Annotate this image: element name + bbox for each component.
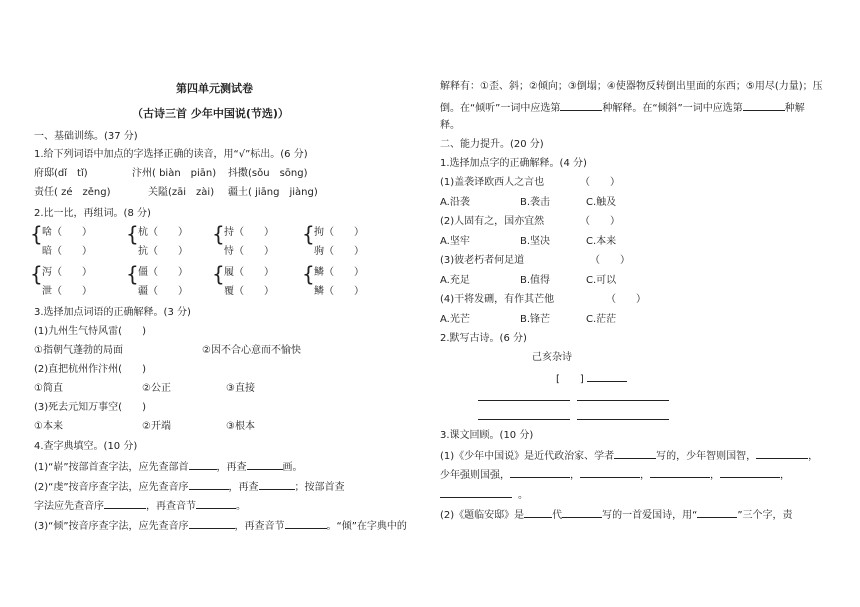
p3-1-line-cont bbox=[440, 467, 790, 482]
answer-blank[interactable] bbox=[580, 467, 640, 478]
compare-word: 暗（ ） bbox=[42, 246, 92, 257]
q3-2-option: ②公正 bbox=[142, 383, 171, 394]
p1-1-option: B.袭击 bbox=[520, 197, 551, 208]
compare-word: 杭（ ） bbox=[138, 227, 188, 238]
q3-2-option: ③直接 bbox=[226, 383, 255, 394]
answer-blank[interactable] bbox=[562, 507, 602, 518]
p1-prompt: 1.选择加点字的正确解释。(4 分) bbox=[440, 158, 587, 169]
compare-word: 鳞（ ） bbox=[314, 267, 364, 278]
answer-blank[interactable] bbox=[189, 518, 235, 529]
answer-blank[interactable] bbox=[577, 390, 669, 401]
compare-word: 持（ ） bbox=[224, 227, 274, 238]
q1-item-3: 抖擞(sǒu sōng) bbox=[228, 168, 308, 179]
p1-3-question: (3)彼老朽者何足道 bbox=[440, 255, 525, 266]
p3-2-text: 写的一首爱国诗，用“ bbox=[602, 510, 698, 521]
p1-3-option: B.值得 bbox=[520, 275, 551, 286]
p1-1-option: C.触及 bbox=[586, 197, 617, 208]
r-text: 种解 bbox=[784, 103, 805, 114]
q3-2-option: ①简直 bbox=[34, 383, 63, 394]
answer-blank[interactable] bbox=[440, 487, 512, 498]
answer-blank[interactable] bbox=[697, 507, 737, 518]
answer-blank[interactable] bbox=[478, 390, 570, 401]
q2-prompt: 2.比一比，再组词。(8 分) bbox=[34, 208, 151, 219]
q1-prompt: 1.给下列词语中加点的字选择正确的读音，用“√”标出。(6 分) bbox=[34, 149, 308, 160]
q4-prompt: 4.查字典填空。(10 分) bbox=[34, 441, 138, 452]
compare-word: 泻（ ） bbox=[42, 267, 92, 278]
compare-word: 僵（ ） bbox=[138, 267, 188, 278]
q4-3-line bbox=[34, 518, 407, 533]
q3-1-question: (1)九州生气恃风雷( ) bbox=[34, 326, 146, 337]
p1-2-option: B.坚决 bbox=[520, 236, 551, 247]
poem-author-bracket: [ ] bbox=[556, 374, 584, 385]
q4-1-text: (1)“崭”按部首查字法，应先查部首 bbox=[34, 462, 189, 473]
q4-3-text: ，再查音节 bbox=[234, 521, 285, 532]
answer-blank[interactable] bbox=[285, 518, 327, 529]
answer-blank[interactable] bbox=[196, 498, 236, 509]
compare-word: 鳞（ ） bbox=[314, 286, 364, 297]
p1-2-option: C.本来 bbox=[586, 236, 617, 247]
r-text-line: 释。 bbox=[440, 120, 460, 131]
p3-1-text: ， bbox=[780, 470, 790, 481]
answer-blank[interactable] bbox=[510, 467, 570, 478]
answer-blank[interactable] bbox=[104, 498, 146, 509]
compare-word: 恃（ ） bbox=[224, 246, 274, 257]
answer-blank[interactable] bbox=[756, 448, 808, 459]
p1-4-option: A.光芒 bbox=[440, 314, 470, 325]
p3-1-text: ， bbox=[570, 470, 580, 481]
p3-1-text: 写的，少年智则国智， bbox=[656, 451, 757, 462]
answer-blank[interactable] bbox=[650, 467, 710, 478]
p1-4-question: (4)干将发硎，有作其芒他 bbox=[440, 294, 555, 305]
p3-1-text: ， bbox=[640, 470, 650, 481]
r-text: 种解释。在“倾斜”一词中应选第 bbox=[602, 103, 743, 114]
answer-blank[interactable] bbox=[259, 479, 295, 490]
p3-prompt: 3.课文回顾。(10 分) bbox=[440, 430, 534, 441]
answer-paren[interactable]: （ ） bbox=[580, 216, 620, 227]
q3-2-question: (2)直把杭州作汴州( ) bbox=[34, 364, 146, 375]
answer-blank[interactable] bbox=[587, 371, 627, 382]
page-subtitle: （古诗三首 少年中国说(节选)） bbox=[132, 107, 289, 120]
q3-3-option: ③根本 bbox=[226, 421, 255, 432]
p3-2-text: (2)《题临安邸》是 bbox=[440, 510, 525, 521]
p1-2-question: (2)人固有之，国亦宜然 bbox=[440, 216, 545, 227]
compare-word: 履（ ） bbox=[224, 267, 274, 278]
q4-3-text: (3)“倾”按音序查字法，应先查音序 bbox=[34, 521, 189, 532]
r-text-line bbox=[440, 100, 805, 115]
q4-2-text: ，再查音节 bbox=[146, 501, 196, 512]
compare-word: 啥（ ） bbox=[42, 227, 92, 238]
answer-paren[interactable]: （ ） bbox=[580, 177, 620, 188]
compare-word: 驹（ ） bbox=[314, 246, 364, 257]
q1-item-2: 汴州( biàn piān) bbox=[132, 168, 217, 179]
q1-item-4: 责任( zé zěng) bbox=[34, 187, 111, 198]
q4-2-text: 字法应先查音序 bbox=[34, 501, 104, 512]
compare-word: 拘（ ） bbox=[314, 227, 364, 238]
q3-1-option: ②因不合心意而不愉快 bbox=[202, 345, 301, 356]
q4-2-text: ；按部首查 bbox=[294, 482, 345, 493]
p3-1-text: 。 bbox=[518, 490, 528, 501]
answer-blank[interactable] bbox=[247, 459, 283, 470]
r-text: 倒。在“倾听”一词中应选第 bbox=[440, 103, 561, 114]
answer-blank[interactable] bbox=[720, 467, 780, 478]
q4-1-line bbox=[34, 459, 303, 474]
p3-1-text: ， bbox=[710, 470, 720, 481]
p3-1-line-cont2 bbox=[440, 487, 528, 502]
p2-prompt: 2.默写古诗。(6 分) bbox=[440, 333, 527, 344]
poem-author-line bbox=[556, 371, 627, 386]
section-1-heading: 一、基础训练。(37 分) bbox=[34, 131, 138, 142]
answer-paren[interactable]: （ ） bbox=[590, 255, 630, 266]
r-text-line: 解释有：①歪、斜；②倾向；③倒塌；④使器物反转倒出里面的东西；⑤用尽(力量)；压 bbox=[440, 81, 823, 92]
p3-1-line bbox=[440, 448, 818, 463]
answer-blank[interactable] bbox=[478, 409, 570, 420]
compare-word: 泄（ ） bbox=[42, 286, 92, 297]
answer-blank[interactable] bbox=[524, 507, 552, 518]
p1-4-option: C.茫茫 bbox=[586, 314, 617, 325]
section-2-heading: 二、能力提升。(20 分) bbox=[440, 139, 544, 150]
q4-1-text: 画。 bbox=[282, 462, 303, 473]
poem-line bbox=[478, 390, 669, 405]
p3-2-text: ”三个字，责 bbox=[737, 510, 793, 521]
p1-2-option: A.坚牢 bbox=[440, 236, 470, 247]
p3-1-text: (1)《少年中国说》是近代政治家、学者 bbox=[440, 451, 615, 462]
p1-1-option: A.沿袭 bbox=[440, 197, 470, 208]
p1-3-option: C.可以 bbox=[586, 275, 617, 286]
poem-title: 己亥杂诗 bbox=[532, 352, 572, 363]
q4-2-text: ，再查 bbox=[228, 482, 259, 493]
answer-blank[interactable] bbox=[743, 100, 785, 111]
poem-line bbox=[478, 409, 669, 424]
p1-3-option: A.充足 bbox=[440, 275, 470, 286]
p3-1-text: ， bbox=[808, 451, 819, 462]
answer-blank[interactable] bbox=[189, 479, 229, 490]
p3-1-text: 少年强则国强， bbox=[440, 470, 510, 481]
answer-paren[interactable]: （ ） bbox=[606, 294, 646, 305]
q1-item-5: 关隘(zāi zài) bbox=[148, 187, 215, 198]
answer-blank[interactable] bbox=[560, 100, 602, 111]
q4-2-text: 。 bbox=[236, 501, 246, 512]
p3-2-line bbox=[440, 507, 793, 522]
answer-blank[interactable] bbox=[577, 409, 669, 420]
q4-2-text: (2)“虔”按音序查字法，应先查音序 bbox=[34, 482, 189, 493]
compare-word: 抗（ ） bbox=[138, 246, 188, 257]
q1-item-6: 疆土( jiāng jiàng) bbox=[228, 187, 318, 198]
answer-blank[interactable] bbox=[614, 448, 656, 459]
p1-4-option: B.锋芒 bbox=[520, 314, 551, 325]
q4-2-line bbox=[34, 479, 345, 494]
q3-3-option: ①本来 bbox=[34, 421, 63, 432]
q4-2-line-cont bbox=[34, 498, 246, 513]
q1-item-1: 府邸(dǐ tǐ) bbox=[34, 168, 88, 179]
q3-3-option: ②开端 bbox=[142, 421, 171, 432]
q3-1-option: ①指朝气蓬勃的局面 bbox=[34, 345, 123, 356]
q4-3-text: 。“倾”在字典中的 bbox=[326, 521, 407, 532]
p3-2-text: 代 bbox=[552, 510, 563, 521]
q4-1-text: ，再查 bbox=[216, 462, 247, 473]
q3-prompt: 3.选择加点词语的正确解释。(3 分) bbox=[34, 307, 191, 318]
compare-word: 疆（ ） bbox=[138, 286, 188, 297]
q3-3-question: (3)死去元知万事空( ) bbox=[34, 402, 146, 413]
answer-blank[interactable] bbox=[189, 459, 217, 470]
page-title: 第四单元测试卷 bbox=[176, 82, 253, 95]
p1-1-question: (1)盖袭译欧西人之言也 bbox=[440, 177, 545, 188]
compare-word: 覆（ ） bbox=[224, 286, 274, 297]
